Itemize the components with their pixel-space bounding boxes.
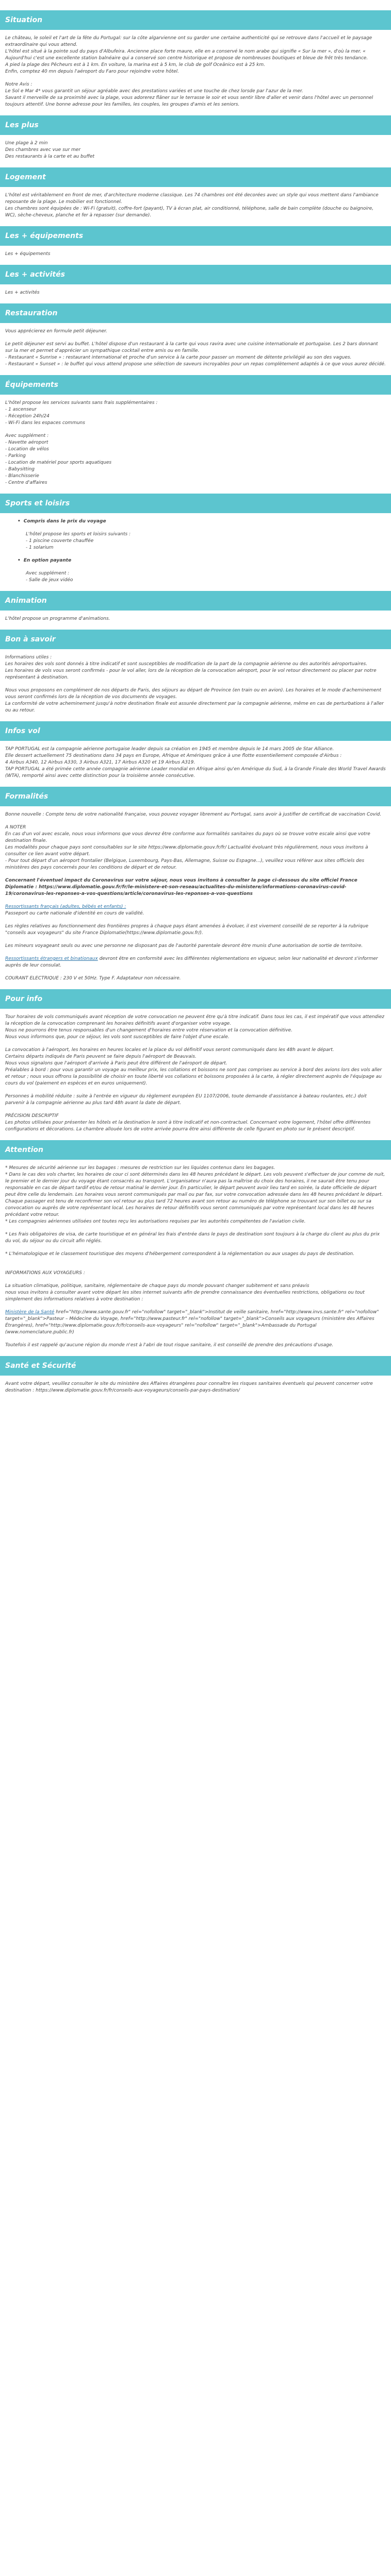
sports-included-label: • Compris dans le prix du voyage [5,518,386,525]
logement-paragraph: L'hôtel est véritablement en front de mer, d'architecture moderne classique. Les 74 chambres ont été decorées avec un style qui vous mettent dans l'ambiance reposante de la plage. Le mobilier est fonctionnel. [5,193,379,205]
section-header-bon-a-savoir: Bon à savoir [0,630,391,649]
pour-info-content [0,1014,391,1133]
attention-infos: nous vous invitons à consulter avant votre départ les sites internet suivants afin de prendre connaissance des éventuelles restrictions, obligations ou tout simplement des informations relatives à votre destination : [5,1290,365,1302]
section-header-logement: Logement [0,167,391,187]
equipements-paid-item: - Babysitting [5,467,35,472]
section-header-activites-plus: Les + activités [0,265,391,284]
formalites-paragraph: - Pour tout départ d'un aéroport frontalier (Belgique, Luxembourg, Pays-Bas, Allemagne, Suisse ou Espagne...), veuillez vous référer aux sites officiels des ministères des pays concernés pour les conditions de départ et de retour. [5,858,365,870]
activites-plus-text: Les + activités [5,290,40,295]
attention-sites-link[interactable]: Ministère de la Santé [5,1310,55,1315]
equipements-plus-content [0,251,391,258]
restauration-paragraph: - Restaurant « Sunrise » : restaurant international et proche d'un service à la carte pour passer un moment de détente privilégié au son des vagues. [5,355,352,360]
our-opinion-text: Savant il merveille de sa proximité avec la plage, vous adorerez flâner sur le terrasse le soir et vous sentir libre d'aller et venir dans l'hôtel avec un personnel toujours attentif. Une bonne adresse pour les familles, les couples, les groupes d'amis et les seniors. [5,95,373,107]
bon-a-savoir-content [0,654,391,714]
pour-info-precision-label: PRÉCISION DESCRIPTIF [5,1113,59,1118]
attention-infos: La situation climatique, politique, sanitaire, réglementaire de chaque pays du monde pouvant changer subitement et sans préavis [5,1283,309,1289]
pour-info-paragraph: La convocation à l'aéroport, les horaires en heures locales et la place du vol définitif vous seront communiqués dans les 48h avant le départ. [5,1047,334,1053]
restauration-paragraph: Le petit déjeuner est servi au buffet. L'hôtel dispose d'un restaurant à la carte qui vous ravira avec une cuisine internationale et portugaise. Les 2 bars donnant sur la mer et permet d'apprécier un sympathique cocktail entre amis ou en famille. [5,342,378,353]
infos-vol-paragraph: TAP PORTUGAL a été primée cette année compagnie aérienne Leader mondial en Afrique ainsi qu'en Amérique du Sud, à la Grande Finale des World Travel Awards (WTA), remporté ainsi avec cette distinction pour la troisième année consécutive. [5,767,386,778]
pour-info-paragraph: Tour horaires de vols communiqués avant réception de votre convocation ne peuvent être qu'à titre indicatif. Dans tous les cas, il est impératif que vous attendiez la réception de la convocation comprenant les horaires définitifs avant d'organiser votre voyage. [5,1014,385,1026]
attention-line: * L'hématologique et le classement touristique des moyens d'hébergement correspondent à la réglementation ou aux usages du pays de destination. [5,1251,354,1257]
animation-text: L'hôtel propose un programme d'animations. [5,616,110,621]
equipements-content [0,400,391,486]
attention-line: * Mesures de sécurité aérienne sur les bagages : mesures de restriction sur les liquides contenus dans les bagages. [5,1165,275,1171]
equipements-plus-text: Les + équipements [5,251,51,257]
section-header-situation: Situation [0,10,391,30]
attention-line: * Les compagnies aériennes utilisées ont toutes reçu les autorisations requises par les autorités compétentes de l'aviation civile. [5,1219,306,1224]
equipements-paid-item: - Parking [5,453,26,459]
section-header-formalites: Formalités [0,787,391,806]
pour-info-paragraph: Les photos utilisées pour présenter les hôtels et la destination le sont à titre indicatif et non-contractuel. Concernant votre logement, l'hôtel offre différentes configurations et décorations. La chambre allouée lors de votre arrivée pourra être ainsi différente de celle figurant en photo sur le présent descriptif. [5,1120,371,1132]
situation-paragraph: A pied la plage des Pêcheurs est à 1 km. En voiture, la marina est à 5 km, le club de golf Oceânico est à 25 km. [5,62,265,67]
our-opinion-text: Le Sol e Mar 4* vous garantit un séjour agréable avec des prestations variées et une touche de chez lorsde par l'azur de la mer. [5,89,303,94]
formalites-note-label: A NOTER [5,825,26,830]
attention-sites: href="http://www.sante.gouv.fr" rel="nofollow" target="_blank">Institut de veille sanitaire, href="http://www.invs.sante.fr" rel="nofollow" target="_blank">Pasteur – Médecine du Voyage, href="http://www.pasteur.fr" rel="nofollow" target="_blank">Conseils aux voyageurs (ministère des Affaires Étrangères), href="http://www.diplomatie.gouv.fr/fr/conseils-aux-voyageurs" rel="nofollow" target="_blank">Ambassade du Portugal (www.nomenclature.public.fr) [5,1310,379,1335]
activites-plus-content [0,290,391,296]
situation-paragraph: Le château, le soleil et l'art de la fête du Portugal: sur la côte algarvienne ont su garder une certaine authenticité qui se retrouve dans l'accueil et le paysage extraordinaire qui vous attend. [5,36,372,47]
equipements-paid-item: - Navette aéroport [5,440,48,445]
infos-vol-paragraph: TAP PORTUGAL est la compagnie aérienne portugaise leader depuis sa création en 1945 et membre depuis le 14 mars 2005 de Star Alliance. [5,747,334,752]
formalites-paragraph: En cas d'un vol avec escale, nous vous informons que vous devrez être conforme aux formalités sanitaires du pays où se trouve votre escale ainsi que votre destination finale. [5,832,370,843]
equipements-paid-label: Avec supplément : [5,433,49,438]
section-header-animation: Animation [0,591,391,611]
sports-included-item: - 1 solarium [26,545,54,550]
sante-text: Avant votre départ, veuillez consulter le site du ministère des Affaires étrangères pour connaître les risques sanitaires éventuels qui peuvent concerner votre destination : https://www.diplomatie.gouv.fr/fr/conseils-aux-voyageurs/conseils-par-pays-destination/ [5,1381,373,1393]
situation-paragraph: L'hôtel est situé à la pointe sud du pays d'Albufeira. Ancienne place forte maure, elle en a conservé le nom arabe qui signifie « Sur la mer », d'où la mer. « Aujourd'hui c'est une excellente station balnéaire qui a conservé son centre historique et propose de nombreuses boutiques et bleue de frêt très tendance. [5,49,368,61]
section-header-equipements: Équipements [0,375,391,395]
plus-item: Une plage à 2 min [5,141,48,146]
equipements-free-item: - 1 ascenseur [5,407,37,412]
formalites-fr-link[interactable]: Ressortissants français (adultes, bébés et enfants) : [5,904,126,909]
plus-content [0,140,391,160]
equipements-paid-item: - Blanchisserie [5,473,39,479]
section-header-plus: Les plus [0,115,391,135]
sports-optional-label: • En option payante [5,557,386,564]
equipements-free-item: - Réception 24h/24 [5,414,50,419]
infos-vol-paragraph: Elle dessert actuellement 75 destinations dans 34 pays en Europe, Afrique et Amériques grâce à une flotte essentiellement composée d'Airbus : [5,753,342,758]
sports-content [0,518,391,584]
bon-a-savoir-paragraph: Les horaires de vols vous seront confirmés - pour le vol aller, lors de la réception de la convocation aéroport, pour le vol retour directement ou placer par notre représentant à destination. [5,668,377,680]
equipements-paid-item: - Location de vélos [5,447,49,452]
equipements-intro: L'hôtel propose les services suivants sans frais supplémentaires : [5,400,158,405]
section-header-sante: Santé et Sécurité [0,1356,391,1376]
pour-info-paragraph: Nous vous informons que, pour ce séjour, les vols sont susceptibles de faire l'objet d'une escale. [5,1035,230,1040]
formalites-paragraph: Bonne nouvelle : Compte tenu de votre nationalité française, vous pouvez voyager librement au Portugal, sans avoir à justifier de certificat de vaccination Covid. [5,812,382,817]
section-header-sports: Sports et loisirs [0,494,391,513]
sports-optional-intro: Avec supplément : [26,571,70,576]
bon-a-savoir-paragraph: Nous vous proposons en complément de nos départs de Paris, des séjours au départ de Province (en train ou en avion). Les horaires et le mode d'acheminement vous seront confirmés lors de la réception de vos documents de voyages. [5,688,382,700]
bon-a-savoir-paragraph: La conformité de votre acheminement jusqu'à notre destination finale est assurée directement par la compagnie aérienne, même en cas de perturbations à l'aller ou au retour. [5,701,384,713]
plus-item: Des chambres avec vue sur mer [5,147,81,152]
animation-content [0,616,391,622]
attention-line: * Dans le cas des vols charter, les horaires de cour ci sont déterminés dans les 48 heures précédant le départ. Les vols peuvent s'effectuer de jour comme de nuit, le premier et le dernier jour du voyage étant consacrés au transport. L'organisateur n'aura pas la maîtrise du choix des horaires, il ne saurait être tenu pour responsable en cas de départ tardif et/ou de retour matinal le dernier jour. En particulier, le départ peuvent avoir lieu tard en soirée, la date officielle de départ peut être celle du lendemain. Les horaires vous seront communiqués par mail ou par fax, sur votre convocation adressée dans les 48 heures précédant le départ. Chaque passager est tenu de reconfirmer son vol retour au plus tard 72 heures avant son retour au numéro de téléphone se trouvant sur son billet ou sur sa convocation ou auprès de votre représentant local. Les horaires de retour définitifs vous seront communiqués par votre représentant local dans les 48 heures précédant votre retour. [5,1172,385,1217]
section-header-pour-info: Pour info [0,989,391,1009]
logement-content [0,192,391,219]
equipements-free-item: - Wi-Fi dans les espaces communs [5,420,85,426]
bon-a-savoir-paragraph: Les horaires des vols sont donnés à titre indicatif et sont susceptibles de modification de la part de la compagnie aérienne ou des autorités aéroportuaires. [5,662,368,667]
infos-vol-paragraph: 4 Airbus A340, 12 Airbus A330, 3 Airbus A321, 17 Airbus A320 et 19 Airbus A319. [5,760,196,765]
formalites-paragraph: Les modalités pour chaque pays sont consultables sur le site https://www.diplomatie.gouv.fr/fr/ Lactualité évoluant très régulièrement, nous vous invitons à consulter ce lien avant votre départ. [5,845,368,857]
equipements-paid-item: - Location de matériel pour sports aquatiques [5,460,112,465]
pour-info-paragraph: Nous ne pourrons être tenus responsables d'un changement d'horaires entre votre réservation et la convocation définitive. [5,1028,292,1033]
logement-paragraph: Les chambres sont équipées de : Wi-Fi (gratuit), coffre-fort (payant), TV à écran plat, air conditionné, téléphone, salle de bain complète (douche ou baignoire, WC), sèche-cheveux, planche et fer à repasser (sur demande). [5,206,373,218]
attention-footer: Toutefois il est rappelé qu'aucune région du monde n'est à l'abri de tout risque sanitaire, il est conseillé de prendre des précautions d'usage. [5,1343,334,1348]
attention-infos-label: INFORMATIONS AUX VOYAGEURS : [5,1270,85,1276]
attention-content [0,1165,391,1349]
formalites-foreign-link[interactable]: Ressortissants étrangers et binationaux [5,956,98,961]
sports-included-item: - 1 piscine couverte chauffée [26,538,94,544]
restauration-content [0,328,391,368]
formalites-fr-text: Passeport ou carte nationale d'identité en cours de validité. [5,911,144,916]
sports-included-intro: L'hôtel propose les sports et loisirs suivants : [26,532,131,537]
formalites-minors: Les mineurs voyageant seuls ou avec une personne ne disposant pas de l'autorité parentale devront être munis d'une autorisation de sortie de territoire. [5,943,363,948]
formalites-regs: Les règles relatives au fonctionnement des frontières propres à chaque pays étant amenées à évoluer, il est vivement conseillé de se reporter à la rubrique "conseils aux voyageurs" du site France Diplomatie(https://www.diplomatie.gouv.fr/). [5,924,368,936]
formalites-current: COURANT ELECTRIQUE : 230 V et 50Hz. Type F. Adaptateur non nécessaire. [5,976,181,981]
restauration-paragraph: - Restaurant « Sunset » : le buffet qui vous attend propose une sélection de saveurs incroyables pour un repas complètement adaptés à ce que vous aurez décidé. [5,362,386,367]
plus-item: Des restaurants à la carte et au buffet [5,154,95,159]
pour-info-paragraph: Préalables à bord : pour vous garantir un voyage au meilleur prix, les collations et boissons ne sont pas comprises au service à bord des avions lors des vols aller et retour ; nous vous offrons la possibilité de choisir en toute liberté vos collations et boissons proposées à la carte, à régler directement auprès de l'équipage au cours du vol (paiement en espèces et en euros uniquement). [5,1067,382,1086]
section-header-equipements-plus: Les + équipements [0,226,391,246]
situation-content [0,35,391,108]
section-header-restauration: Restauration [0,303,391,323]
sports-optional-item: - Salle de jeux vidéo [26,578,73,583]
formalites-content [0,811,391,982]
sante-content [0,1381,391,1394]
our-opinion-label: Notre Avis : [5,82,32,87]
page [0,10,391,1394]
section-header-attention: Attention [0,1140,391,1160]
restauration-intro: Vous apprécierez en formule petit déjeuner. [5,329,107,334]
formalites-foreign-text: devront être en conformité avec les différentes réglementations en vigueur, selon leur nationalité et devront s'informer auprès de leur consulat. [5,956,378,968]
pour-info-paragraph: Certains départs indiqués de Paris peuvent se faire depuis l'aéroport de Beauvais. [5,1054,197,1059]
formalites-warning: Concernant l'éventuel impact du Coronavirus sur votre séjour, nous vous invitons à consulter la page ci-dessous du site officiel France Diplomatie : https://www.diplomatie.gouv.fr/fr/le-ministere-et-son-reseau/actualites-du-ministere/informations-coronavirus-covid-19/coronavirus-les-reponses-a-vos-questions/article/coronavirus-les-reponses-a-vos-questions [5,878,357,896]
pour-info-paragraph: Nous vous signalons que l'aéroport d'arrivée à Paris peut être différent de l'aéroport de départ. [5,1061,227,1066]
attention-line: * Les frais obligatoires de visa, de carte touristique et en général les frais d'entrée dans le pays de destination sont toujours à la charge du client au plus du prix du vol, du séjour ou du circuit afin réglés. [5,1232,380,1244]
equipements-paid-item: - Centre d'affaires [5,480,47,485]
situation-paragraph: Enfin, comptez 40 mn depuis l'aéroport du Faro pour rejoindre votre hôtel. [5,69,179,74]
pour-info-paragraph: Personnes à mobilité réduite : suite à l'entrée en vigueur du règlement européen EU 1107/2006, toute demande d'assistance à bateau roulantes, etc.) doit parvenir à la compagnie aérienne au plus tard 48h avant la date de départ. [5,1094,367,1106]
infos-vol-content [0,746,391,779]
section-header-infos-vol: Infos vol [0,721,391,741]
bon-a-savoir-label: Informations utiles : [5,655,52,660]
